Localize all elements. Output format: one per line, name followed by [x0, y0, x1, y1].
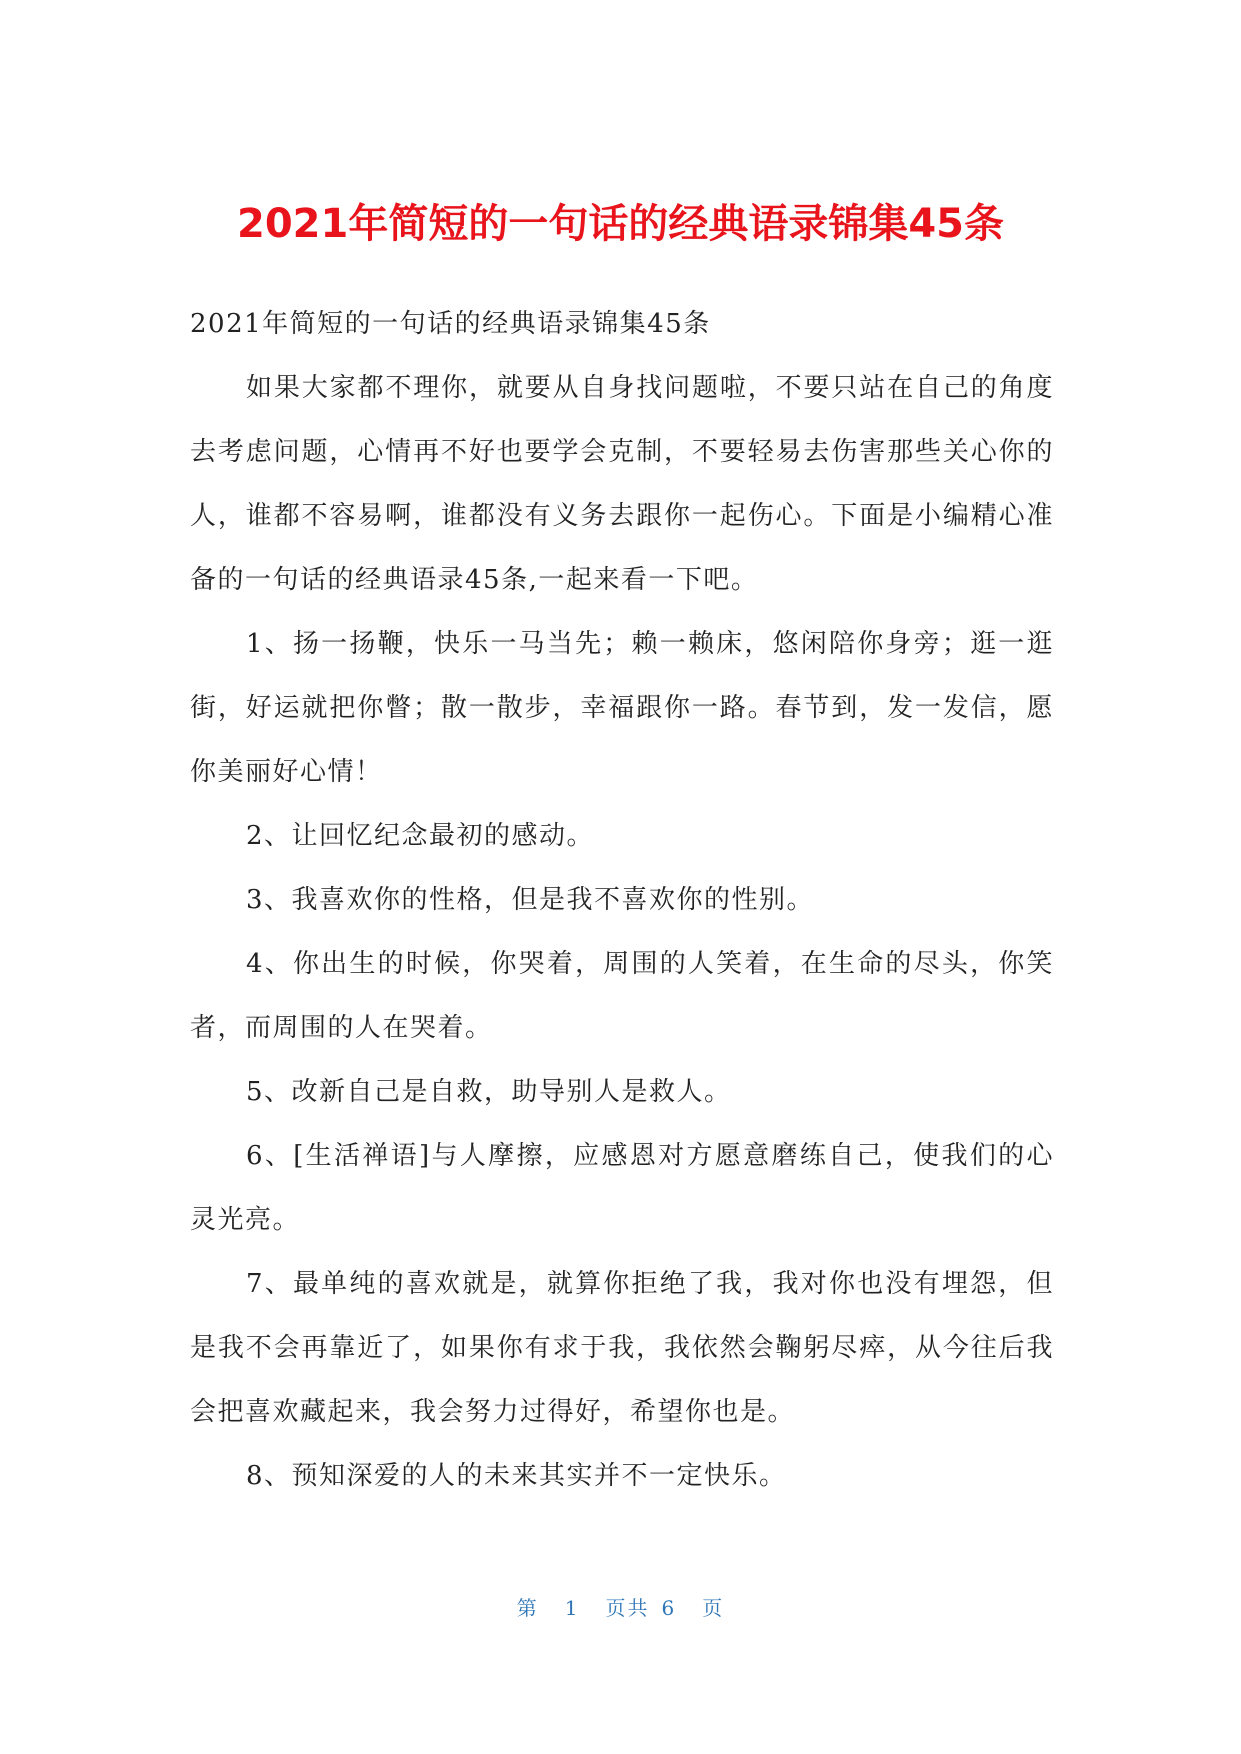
- footer-label-of: 页共: [605, 1596, 650, 1620]
- footer-label-end: 页: [702, 1596, 725, 1620]
- quote-paragraph: 5、改新自己是自救，助导别人是救人。: [246, 1077, 732, 1107]
- page-footer: [0, 1594, 1241, 1622]
- quote-paragraph: 6、[生活禅语]与人摩擦，应感恩对方愿意磨练自己，使我们的心灵光亮。: [190, 1141, 1054, 1235]
- document-subtitle: 2021年简短的一句话的经典语录锦集45条: [190, 309, 711, 339]
- document-body: [190, 292, 1054, 1508]
- quote-paragraph: 2、让回忆纪念最初的感动。: [246, 821, 595, 851]
- quote-paragraph: 7、最单纯的喜欢就是，就算你拒绝了我，我对你也没有埋怨，但是我不会再靠近了，如果你有求于我，我依然会鞠躬尽瘁，从今往后我会把喜欢藏起来，我会努力过得好，希望你也是。: [190, 1269, 1054, 1427]
- document-title: 2021年简短的一句话的经典语录锦集45条: [237, 201, 1004, 247]
- quote-paragraph: 1、扬一扬鞭，快乐一马当先；赖一赖床，悠闲陪你身旁；逛一逛街，好运就把你瞥；散一散步，幸福跟你一路。春节到，发一发信，愿你美丽好心情！: [190, 629, 1054, 787]
- quote-paragraph: 3、我喜欢你的性格，但是我不喜欢你的性别。: [246, 885, 815, 915]
- quote-paragraph: 8、预知深爱的人的未来其实并不一定快乐。: [246, 1461, 787, 1491]
- intro-paragraph: 如果大家都不理你，就要从自身找问题啦，不要只站在自己的角度去考虑问题，心情再不好也要学会克制，不要轻易去伤害那些关心你的人，谁都不容易啊，谁都没有义务去跟你一起伤心。下面是小编精心准备的一句话的经典语录45条,一起来看一下吧。: [190, 373, 1054, 595]
- footer-current-page: 1: [564, 1596, 580, 1620]
- footer-label-page: 第: [516, 1596, 539, 1620]
- quote-paragraph: 4、你出生的时候，你哭着，周围的人笑着，在生命的尽头，你笑者，而周围的人在哭着。: [190, 949, 1054, 1043]
- footer-total-pages: 6: [661, 1596, 677, 1620]
